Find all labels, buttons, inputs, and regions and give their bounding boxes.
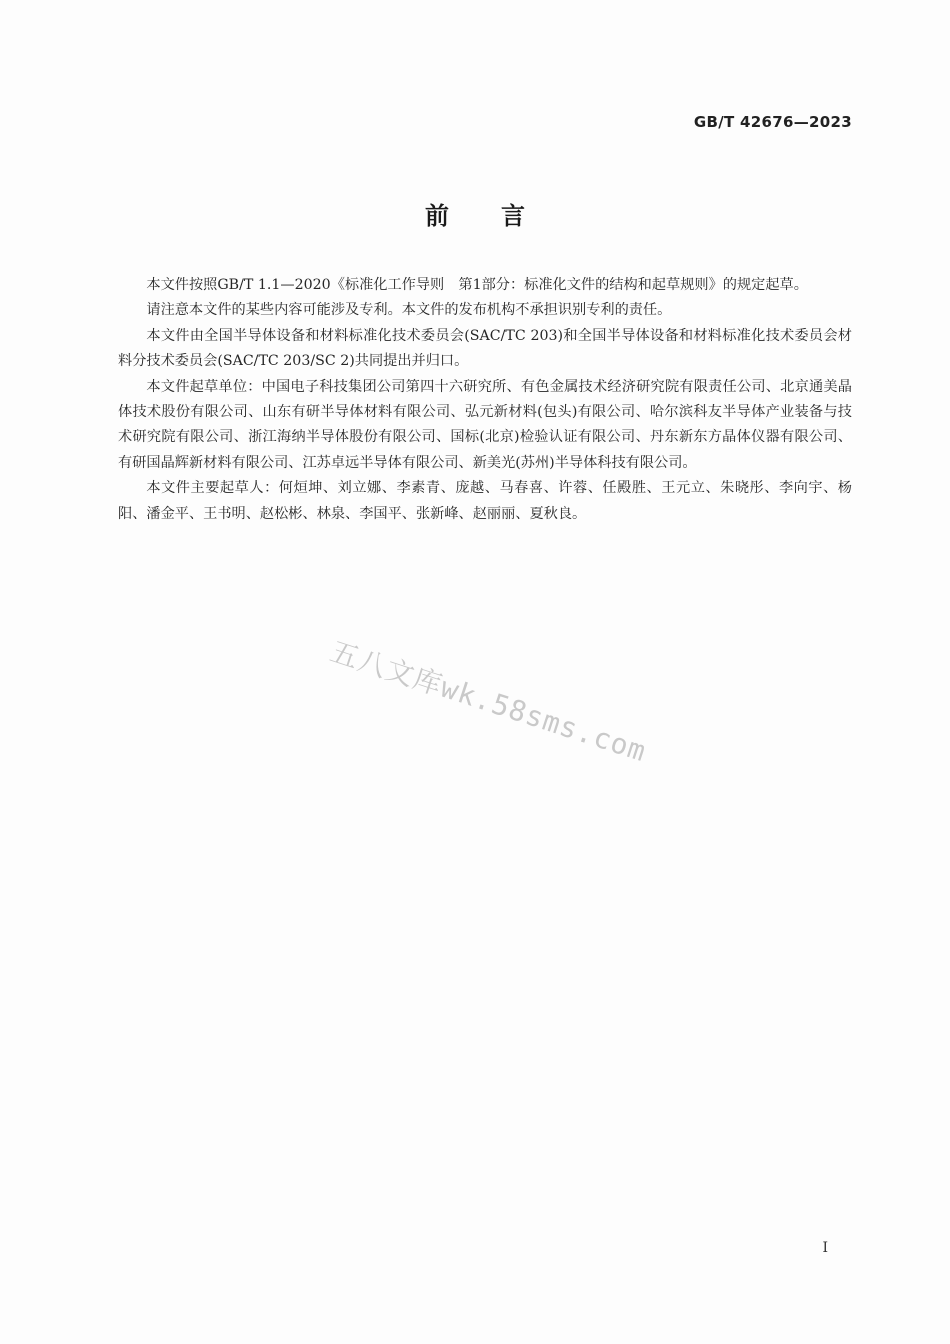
paragraph-drafting-rules: 本文件按照GB/T 1.1—2020《标准化工作导则 第1部分：标准化文件的结构和起草规则》的规定起草。 [146,277,808,293]
page-number: I [822,1240,828,1256]
foreword-body [118,273,852,527]
paragraph-drafters: 本文件主要起草人：何烜坤、刘立娜、李素青、庞越、马春喜、许蓉、任殿胜、王元立、朱晓彤、李向宇、杨阳、潘金平、王书明、赵松彬、林泉、李国平、张新峰、赵丽丽、夏秋良。 [118,480,852,522]
watermark: 五八文库wk.58sms.com [326,634,651,769]
paragraph-patent-notice: 请注意本文件的某些内容可能涉及专利。本文件的发布机构不承担识别专利的责任。 [146,302,672,319]
paragraph-proposer: 本文件由全国半导体设备和材料标准化技术委员会(SAC/TC 203)和全国半导体设备和材料标准化技术委员会材料分技术委员会(SAC/TC 203/SC 2)共同提出并归口。 [118,327,852,370]
paragraph-drafting-units: 本文件起草单位：中国电子科技集团公司第四十六研究所、有色金属技术经济研究院有限责任公司、北京通美晶体技术股份有限公司、山东有研半导体材料有限公司、弘元新材料(包头)有限公司、哈尔滨科友半导体产业装备与技术研究院有限公司、浙江海纳半导体股份有限公司、国标(北京)检验认证有限公司、丹东新东方晶体仪器有限公司、有研国晶辉新材料有限公司、江苏卓远半导体有限公司、新美光(苏州)半导体科技有限公司。 [118,378,852,471]
standard-number: GB/T 42676—2023 [693,113,852,131]
section-heading: 前言 [425,202,577,230]
